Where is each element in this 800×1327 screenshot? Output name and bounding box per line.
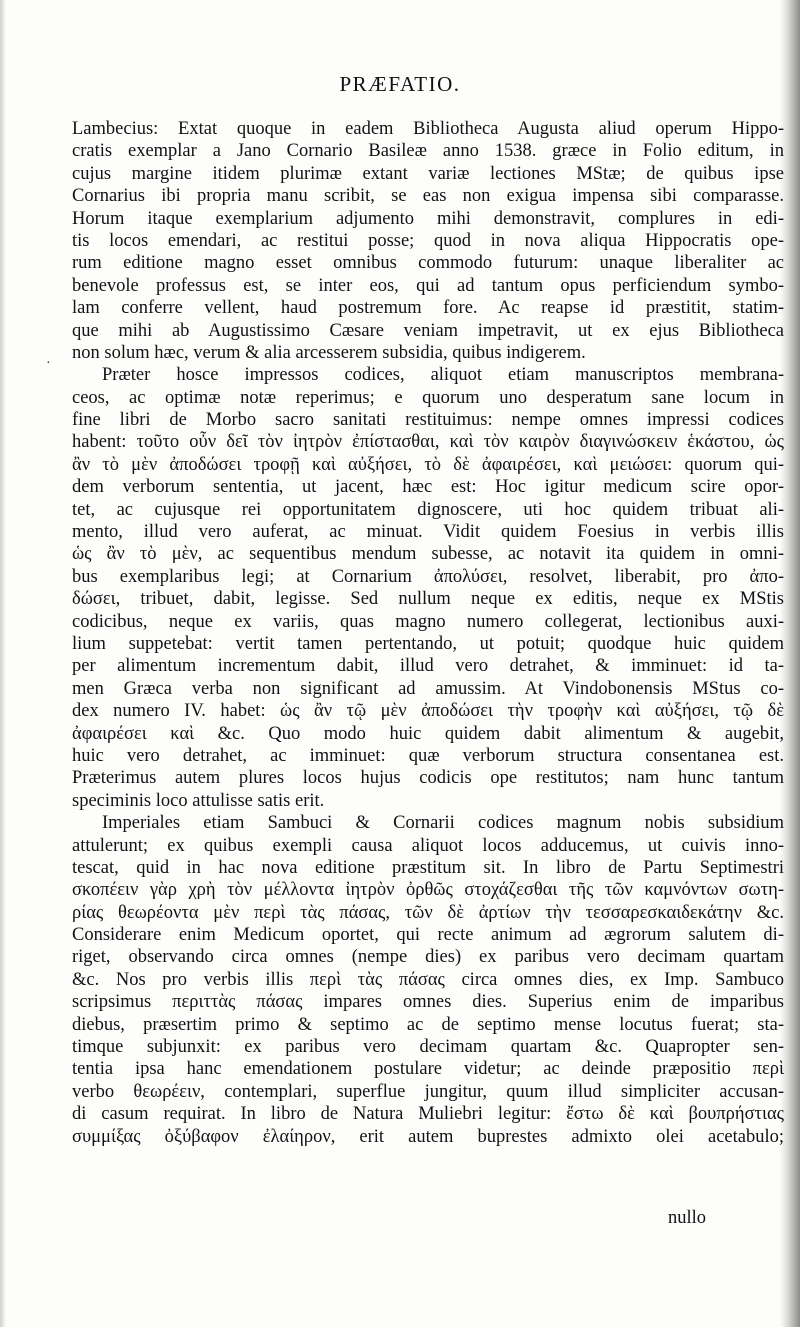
text-line: di casum requirat. In libro de Natura Muliebri legitur: ἔστω δὲ καὶ βουπρήστιας [72, 1104, 784, 1125]
text-line: lium suppetebat: vertit tamen pertentando, ut potuit; quodque huic quidem [72, 633, 784, 654]
text-line: non solum hæc, verum & alia arcesserem subsidia, quibus indigerem. [72, 342, 586, 363]
text-line: benevole professus est, se inter eos, qui ad tantum opus perficiendum symbo- [72, 275, 784, 296]
text-line: tis locos emendari, ac restitui posse; quod in nova aliqua Hippocratis ope- [72, 230, 784, 251]
text-line: Cornarius ibi propria manu scribit, se eas non exigua impensa sibi comparasse. [72, 186, 784, 207]
text-line: rum editione magno esset omnibus commodo futurum: unaque liberaliter ac [72, 253, 784, 274]
text-line: riget, observando circa omnes (nempe dies) ex paribus vero decimam quartam [72, 947, 784, 968]
text-line: συμμίξας ὀξύβαφον ἐλαίηρον, erit autem buprestes admixto olei acetabulo; [72, 1126, 784, 1147]
text-line: δώσει, tribuet, dabit, legisse. Sed nullum neque ex editis, neque ex MStis [72, 589, 784, 610]
text-line: Horum itaque exemplarium adjumento mihi demonstravit, complures in edi- [72, 208, 784, 229]
running-header: PRÆFATIO. [339, 72, 461, 96]
text-line: Lambecius: Extat quoque in eadem Bibliotheca Augusta aliud operum Hippo- [72, 119, 784, 139]
text-line: σκοπέειν γὰρ χρὴ τὸν μέλλοντα ἰητρὸν ὀρθῶς στοχάζεσθαι τῆς τῶν καμνόντων σωτη- [72, 880, 784, 901]
text-line: ceos, ac optimæ notæ reperimus; e quorum uno desperatum sane locum in [72, 387, 784, 408]
text-line: timque subjunxit: ex paribus vero decimam quartam &c. Quapropter sen- [72, 1037, 784, 1058]
text-line: cujus margine itidem plurimæ extant variæ lectiones MStæ; de quibus ipse [72, 163, 784, 184]
text-line: codicibus, neque ex variis, quas magno numero collegerat, lectionibus auxi- [72, 611, 784, 632]
text-line: tet, ac cujusque rei opportunitatem dignoscere, uti hoc quidem tribuat ali- [72, 499, 784, 520]
text-line: bus exemplaribus legi; at Cornarium ἀπολύσει, resolvet, liberabit, pro ἀπο- [72, 566, 784, 587]
text-line: &c. Nos pro verbis illis περὶ τὰς πάσας circa omnes dies, ex Imp. Sambuco [72, 969, 784, 990]
margin-mark: · [46, 356, 51, 371]
text-line: per alimentum incrementum dabit, illud vero detrahet, & imminuet: id ta- [72, 656, 784, 677]
text-line: dem verborum sententia, ut jacent, hæc est: Hoc igitur medicum scire opor- [72, 477, 784, 498]
text-line: speciminis loco attulisse satis erit. [72, 790, 325, 811]
text-line: ρίας θεωρέοντα μὲν περὶ τὰς πάσας, τῶν δὲ ἀρτίων τὴν τεσσαρεσκαιδεκάτην &c. [72, 902, 784, 923]
text-line: Præter hosce impressos codices, aliquot etiam manuscriptos membrana- [102, 365, 784, 386]
text-line: habent: τοῦτο οὖν δεῖ τὸν ἰητρὸν ἐπίστασθαι, καὶ τὸν καιρὸν διαγινώσκειν ἑκάστου, ὡς [72, 432, 784, 453]
text-line: mento, illud vero auferat, ac minuat. Vidit quidem Foesius in verbis illis [72, 522, 784, 543]
text-line: cratis exemplar a Jano Cornario Basileæ anno 1538. græce in Folio editum, in [72, 141, 784, 162]
text-line: diebus, præsertim primo & septimo ac de septimo mense locutus fuerat; sta- [72, 1014, 784, 1035]
text-line: men Græca verba non significant ad amussim. At Vindobonensis MStus co- [72, 678, 784, 699]
text-line: Præterimus autem plures locos hujus codicis ope restitutos; nam hunc tantum [72, 768, 784, 789]
text-line: attulerunt; ex quibus exempli causa aliquot locos adducemus, ut cuivis inno- [72, 835, 784, 856]
text-line: fine libri de Morbo sacro sanitati restituimus: nempe omnes impressi codices [72, 410, 784, 431]
text-line: Considerare enim Medicum oportet, qui recte animum ad ægrorum salutem di- [72, 925, 784, 946]
text-line: scripsimus περιττὰς πάσας impares omnes dies. Superius enim de imparibus [72, 992, 784, 1013]
catchword: nullo [667, 1208, 706, 1228]
text-line: ὡς ἂν τὸ μὲν, ac sequentibus mendum subesse, ac notavit ita quidem in omni- [72, 544, 784, 565]
text-line: tentia ipsa hanc emendationem postulare videtur; ac deinde præpositio περὶ [72, 1059, 784, 1080]
text-line: Imperiales etiam Sambuci & Cornarii codices magnum nobis subsidium [102, 813, 784, 834]
text-line: tescat, quid in hac nova editione præstitum sit. In libro de Partu Septimestri [72, 857, 784, 878]
body-text [72, 118, 784, 1148]
text-line: verbo θεωρέειν, contemplari, superflue jungitur, quum illud simpliciter accusan- [72, 1081, 784, 1102]
text-line: dex numero IV. habet: ὡς ἂν τῷ μὲν ἀποδώσει τὴν τροφὴν καὶ αὐξήσει, τῷ δὲ [72, 701, 784, 722]
text-line: que mihi ab Augustissimo Cæsare veniam impetravit, ut ex ejus Bibliotheca [72, 320, 784, 341]
text-line: ἀφαιρέσει καὶ &c. Quo modo huic quidem dabit alimentum & augebit, [72, 723, 784, 744]
text-line: lam conferre vellent, haud postremum fore. Ac reapse id præstitit, statim- [72, 298, 784, 319]
page-left-shadow [0, 0, 6, 1327]
text-line: huic vero detrahet, ac imminuet: quæ verborum structura consentanea est. [72, 745, 784, 766]
text-line: ἂν τὸ μὲν ἀποδώσει τροφῇ καὶ αὐξήσει, τὸ δὲ ἀφαιρέσει, καὶ μειώσει: quorum qui- [72, 454, 784, 475]
